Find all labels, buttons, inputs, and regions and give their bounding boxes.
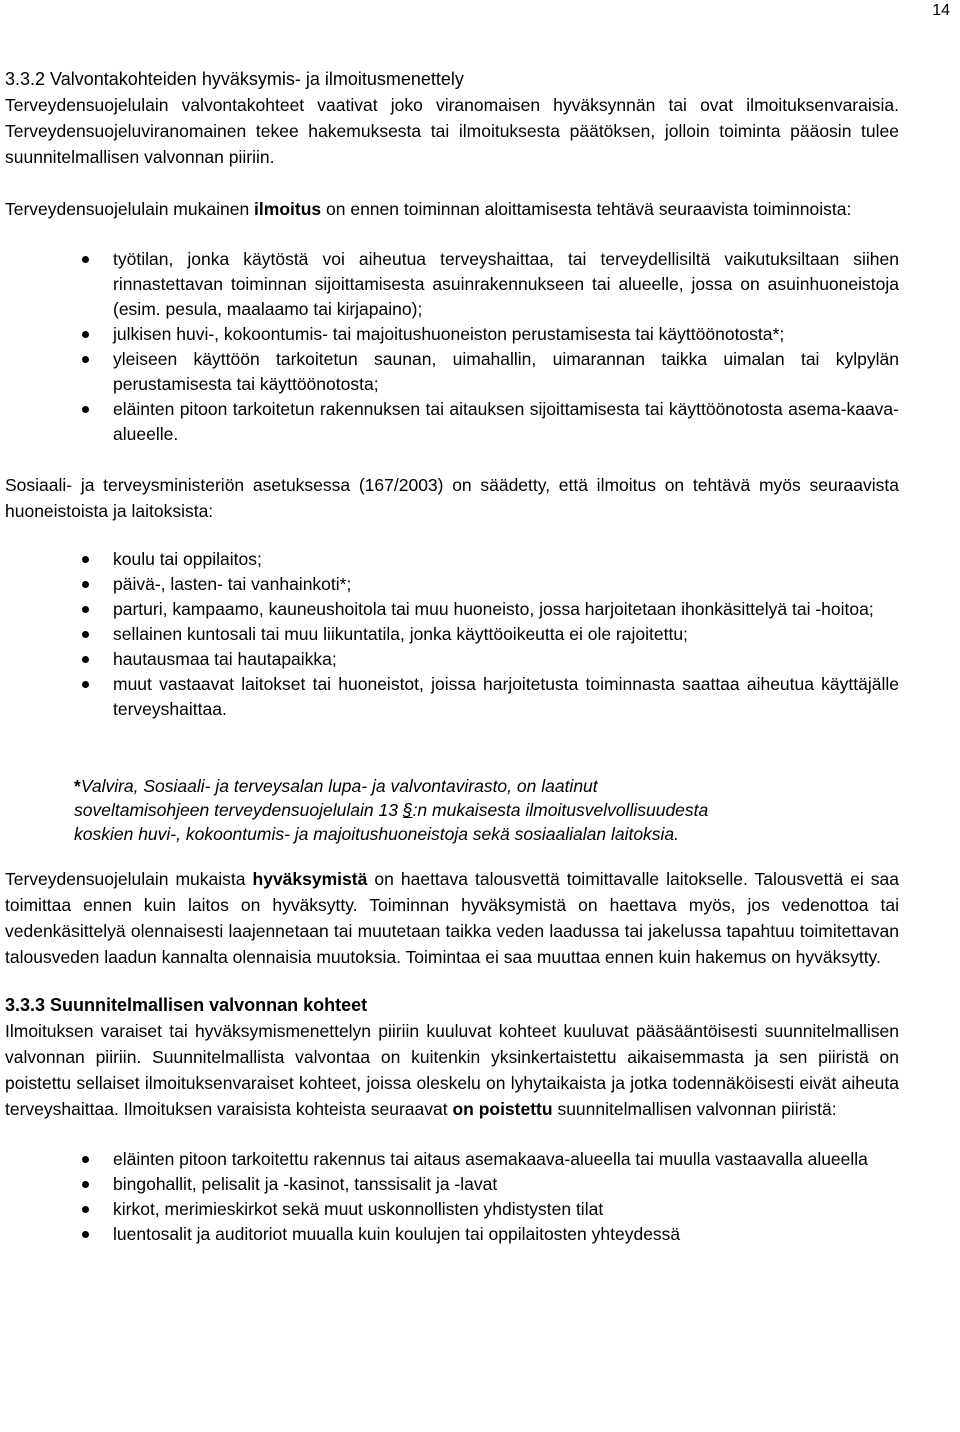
paragraph-4-pre: Terveydensuojelulain mukaista [5,869,253,889]
list-item [5,597,899,622]
bullet-icon [82,1181,89,1188]
list-item-text: muut vastaavat laitokset tai huoneistot, joissa harjoitetusta toiminnasta saattaa aiheutua käyttäjälle terveyshaittaa. [113,674,899,719]
bullet-icon [82,681,89,688]
list-item [5,397,899,447]
paragraph-5-bold: on poistettu [452,1099,553,1119]
list-item [5,572,899,597]
footnote-line-2-end: :n mukaisesta ilmoitusvelvollisuudesta [412,800,709,820]
list-item-text: kirkot, merimieskirkot sekä muut uskonnollisten yhdistysten tilat [113,1199,604,1219]
paragraph-2 [5,196,899,222]
bullet-icon [82,556,89,563]
list-item [5,547,899,572]
paragraph-5-pre: Ilmoituksen varaiset tai hyväksymismenettelyn piiriin kuuluvat kohteet kuuluvat pääsääntöisesti suunnitelmallisen valvonnan piiriin. Suunnitelmallista valvontaa on kuitenkin yksinkertaistettu aikaisemmasta ja sen piiristä on poistettu sellaiset ilmoituksenvaraiset kohteet, joissa oleskelu on lyhytaikaista ja jotka todennäköisesti eivät aiheuta terveyshaittaa. Ilmoituksen varaisista kohteista seuraavat [5,1021,899,1119]
list-item [5,647,899,672]
bullet-icon [82,631,89,638]
bullet-list-1 [5,247,899,447]
document-body [5,66,899,1247]
paragraph-5 [5,1018,899,1122]
bullet-list-2 [5,547,899,722]
bullet-icon [82,1231,89,1238]
bullet-icon [82,656,89,663]
paragraph-4 [5,866,899,970]
section-heading-332 [5,66,899,92]
list-item-text: sellainen kuntosali tai muu liikuntatila, jonka käyttöoikeutta ei ole rajoitettu; [113,624,688,644]
bullet-icon [82,356,89,363]
bullet-icon [82,1206,89,1213]
footnote-line-1-text: Valvira, Sosiaali- ja terveysalan lupa- ja valvontavirasto, on laatinut [80,776,598,796]
paragraph-2-post: on ennen toiminnan aloittamisesta tehtävä seuraavista toiminnoista: [321,199,852,219]
page-number: 14 [932,2,950,19]
bullet-icon [82,406,89,413]
list-item-text: luentosalit ja auditoriot muualla kuin koulujen tai oppilaitosten yhteydessä [113,1224,681,1244]
footnote-line-1 [74,774,899,798]
list-item-text: eläinten pitoon tarkoitettu rakennus tai aitaus asemakaava-alueella tai muulla vastaavalla alueella [113,1149,868,1169]
paragraph-1: Terveydensuojelulain valvontakohteet vaativat joko viranomaisen hyväksynnän tai ovat ilmoituksenvaraisia. Terveydensuojeluviranomainen tekee hakemuksesta tai ilmoituksesta päätöksen, jolloin toiminta pääosin tulee suunnitelmallisen valvonnan piiriin. [5,95,899,167]
paragraph-2-pre: Terveydensuojelulain mukainen [5,199,255,219]
list-item [5,1222,899,1247]
bullet-icon [82,256,89,263]
list-item [5,1172,899,1197]
list-item [5,247,899,322]
paragraph-4-post: on haettava talousvettä toimittavalle laitokselle. Talousvettä ei saa toimittaa ennen kuin laitos on hyväksytty. Toiminnan hyväksymistä on haettava myös, jos vedenottoa tai vedenkäsittelyä olennaisesti laajennetaan tai muutetaan taikka veden laadussa tai jakelussa tapahtuu toimitettavan talousveden laadun kannalta olennaisia muutoksia. Toimintaa ei saa muuttaa ennen kuin hakemus on hyväksytty. [5,869,899,967]
list-item-text: parturi, kampaamo, kauneushoitola tai muu huoneisto, jossa harjoitetaan ihonkäsittelyä tai -hoitoa; [113,599,874,619]
list-item-text: julkisen huvi-, kokoontumis- tai majoitushuoneiston perustamisesta tai käyttöönotosta*; [113,324,785,344]
footnote-line-3: koskien huvi-, kokoontumis- ja majoitushuoneistoja sekä sosiaalialan laitoksia. [74,824,680,844]
list-item [5,1147,899,1172]
bullet-icon [82,606,89,613]
list-item [5,1197,899,1222]
list-item-text: yleiseen käyttöön tarkoitetun saunan, uimahallin, uimarannan taikka uimalan tai kylpylän perustamisesta tai käyttöönotosta; [113,349,899,394]
list-item-text: koulu tai oppilaitos; [113,549,262,569]
bullet-icon [82,581,89,588]
section-heading-333-text: 3.3.3 Suunnitelmallisen valvonnan kohteet [5,995,368,1015]
paragraph-sign: § [402,800,413,820]
paragraph-3: Sosiaali- ja terveysministeriön asetuksessa (167/2003) on säädetty, että ilmoitus on tehtävä myös seuraavista huoneistoista ja laitoksista: [5,475,899,521]
list-item-text: eläinten pitoon tarkoitetun rakennuksen tai aitauksen sijoittamisesta tai käyttöönotosta asema-kaava-alueelle. [113,399,899,444]
bullet-icon [82,331,89,338]
paragraph-2-bold: ilmoitus [254,199,322,219]
list-item [5,622,899,647]
footnote-line-2-text: soveltamisohjeen terveydensuojelulain 13 [74,800,403,820]
list-item-text: bingohallit, pelisalit ja -kasinot, tanssisalit ja -lavat [113,1174,498,1194]
bullet-list-3 [5,1147,899,1247]
list-item [5,347,899,397]
list-item-text: työtilan, jonka käytöstä voi aiheutua terveyshaittaa, tai terveydellisiltä vaikutuksiltaan siihen rinnastettavan toiminnan sijoittamisesta asuinrakennukseen tai alueelle, jossa on asuinhuoneistoja (esim. pesula, maalaamo tai kirjapaino); [113,249,899,319]
list-item-text: hautausmaa tai hautapaikka; [113,649,337,669]
section-heading-332-text: 3.3.2 Valvontakohteiden hyväksymis- ja ilmoitusmenettely [5,69,464,89]
bullet-icon [82,1156,89,1163]
paragraph-4-bold: hyväksymistä [252,869,368,889]
footnote-line-2 [74,798,899,822]
list-item [5,672,899,722]
footnote-star: * [74,776,81,796]
section-heading-333 [5,992,899,1018]
list-item [5,322,899,347]
footnote [74,774,899,846]
list-item-text: päivä-, lasten- tai vanhainkoti*; [113,574,352,594]
paragraph-5-post: suunnitelmallisen valvonnan piiristä: [552,1099,837,1119]
